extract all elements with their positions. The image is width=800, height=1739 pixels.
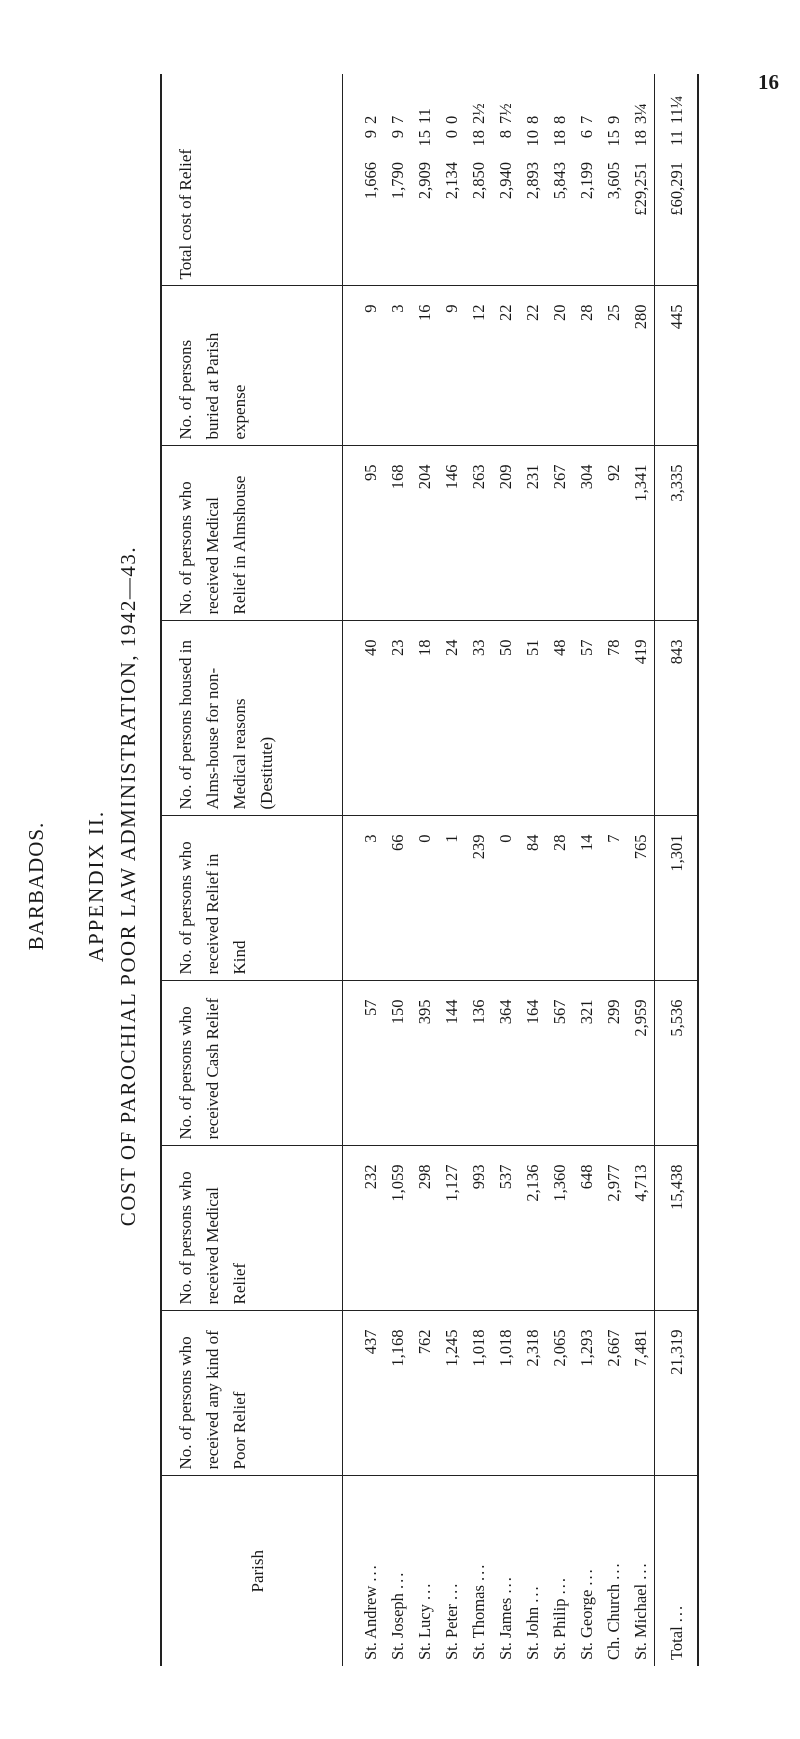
leader-dots: ... [523, 1584, 542, 1603]
shillings: 8 [496, 130, 515, 139]
kind-relief-cell: 14 [573, 816, 600, 981]
pounds: 1,666 [361, 162, 380, 200]
burials-cell: 9 [438, 286, 465, 446]
leader-dots: ... [550, 1576, 569, 1595]
pence: 7 [388, 115, 407, 124]
almshouse-cell: 40 [343, 621, 385, 816]
total-pounds: £60,291 [666, 162, 686, 216]
total-cost [655, 74, 699, 286]
pence: 7½ [496, 103, 515, 124]
cash-relief-cell: 144 [438, 981, 465, 1146]
shillings: 9 [388, 130, 407, 139]
pounds: 5,843 [550, 162, 569, 200]
cash-relief-cell: 164 [519, 981, 546, 1146]
cash-relief-cell: 567 [546, 981, 573, 1146]
leader-dots: ... [442, 1581, 461, 1600]
parish-name: St. Michael [631, 1583, 650, 1660]
parish-cell [465, 1476, 492, 1666]
shillings: 6 [577, 130, 596, 139]
table-row [600, 74, 627, 1666]
pence: 8 [550, 115, 569, 124]
table-title: COST OF PAROCHIAL POOR LAW ADMINISTRATION, 1942—43. [116, 545, 140, 1227]
kind-relief-cell: 0 [492, 816, 519, 981]
pence: 8 [523, 115, 542, 124]
kind-relief-cell: 1 [438, 816, 465, 981]
any-relief-cell: 1,018 [492, 1311, 519, 1476]
total-cost-cell [411, 74, 438, 286]
almshouse-cell: 18 [411, 621, 438, 816]
header-total-cost: Total cost of Relief [161, 74, 343, 286]
total-label [655, 1476, 699, 1666]
pence: 2½ [469, 103, 488, 124]
parish-cell [546, 1476, 573, 1666]
parish-cell [573, 1476, 600, 1666]
parish-name: St. Joseph [388, 1593, 407, 1660]
table-row [492, 74, 519, 1666]
cash-relief-cell: 321 [573, 981, 600, 1146]
medical-relief-cell: 993 [465, 1146, 492, 1311]
table-row [573, 74, 600, 1666]
total-almshouse: 843 [655, 621, 699, 816]
medical-almshouse-cell: 263 [465, 446, 492, 621]
medical-relief-cell: 1,127 [438, 1146, 465, 1311]
medical-relief-cell: 2,977 [600, 1146, 627, 1311]
any-relief-cell: 2,318 [519, 1311, 546, 1476]
any-relief-cell: 1,018 [465, 1311, 492, 1476]
total-kind-relief: 1,301 [655, 816, 699, 981]
shillings: 0 [442, 130, 461, 139]
header-parish: Parish [247, 1550, 267, 1593]
pence: 2 [361, 115, 380, 124]
medical-relief-cell: 537 [492, 1146, 519, 1311]
almshouse-cell: 33 [465, 621, 492, 816]
total-cost-cell [600, 74, 627, 286]
shillings: 9 [361, 130, 380, 139]
shillings: 18 [550, 130, 569, 147]
total-cost-cell [573, 74, 600, 286]
kind-relief-cell: 84 [519, 816, 546, 981]
table-body [343, 74, 699, 1666]
header-almshouse: No. of persons housed in Alms-house for non-Medical reasons (Destitute) [161, 621, 343, 816]
leader-dots: ... [415, 1581, 434, 1600]
almshouse-cell: 48 [546, 621, 573, 816]
parish-cell [343, 1476, 385, 1666]
leader-dots: ... [604, 1561, 623, 1580]
any-relief-cell: 1,293 [573, 1311, 600, 1476]
medical-relief-cell: 1,059 [384, 1146, 411, 1311]
pounds: £29,251 [631, 162, 650, 216]
header-any-relief: No. of persons who received any kind of Poor Relief [161, 1311, 343, 1476]
pence: 11 [415, 108, 434, 124]
burials-cell: 22 [519, 286, 546, 446]
total-cost-cell [438, 74, 465, 286]
medical-relief-cell: 4,713 [627, 1146, 655, 1311]
kind-relief-cell: 66 [384, 816, 411, 981]
parish-name: St. George [577, 1589, 596, 1660]
parish-name: St. Thomas [469, 1585, 488, 1660]
parish-name: Ch. Church [604, 1583, 623, 1660]
shillings: 10 [523, 130, 542, 147]
almshouse-cell: 24 [438, 621, 465, 816]
shillings: 15 [604, 130, 623, 147]
almshouse-cell: 51 [519, 621, 546, 816]
table-row [411, 74, 438, 1666]
table-row [546, 74, 573, 1666]
parish-cell [519, 1476, 546, 1666]
burials-cell: 12 [465, 286, 492, 446]
pounds: 2,199 [577, 162, 596, 200]
pounds: 2,909 [415, 162, 434, 200]
burials-cell: 22 [492, 286, 519, 446]
burials-cell: 28 [573, 286, 600, 446]
shillings: 15 [415, 130, 434, 147]
any-relief-cell: 2,667 [600, 1311, 627, 1476]
pounds: 2,893 [523, 162, 542, 200]
total-cost-cell [492, 74, 519, 286]
any-relief-cell: 1,245 [438, 1311, 465, 1476]
parish-cell [492, 1476, 519, 1666]
medical-almshouse-cell: 146 [438, 446, 465, 621]
total-medical-almshouse: 3,335 [655, 446, 699, 621]
appendix-heading: APPENDIX II. [84, 809, 108, 963]
total-pence: 11¼ [666, 95, 686, 124]
pounds: 2,850 [469, 162, 488, 200]
medical-almshouse-cell: 204 [411, 446, 438, 621]
parish-name: St. Lucy [415, 1604, 434, 1660]
pence: 3¼ [631, 103, 650, 124]
kind-relief-cell: 28 [546, 816, 573, 981]
medical-almshouse-cell: 231 [519, 446, 546, 621]
almshouse-cell: 23 [384, 621, 411, 816]
leader-dots: ... [388, 1570, 407, 1589]
burials-cell: 280 [627, 286, 655, 446]
leader-dots: ... [469, 1562, 488, 1581]
total-cost-cell [343, 74, 385, 286]
table-row [519, 74, 546, 1666]
cash-relief-cell: 57 [343, 981, 385, 1146]
burials-cell: 25 [600, 286, 627, 446]
header-burials: No. of persons buried at Parish expense [161, 286, 343, 446]
total-any-relief: 21,319 [655, 1311, 699, 1476]
pounds: 3,605 [604, 162, 623, 200]
header-medical-almshouse: No. of persons who received Medical Relief in Almshouse [161, 446, 343, 621]
pounds: 2,940 [496, 162, 515, 200]
table-row [465, 74, 492, 1666]
medical-almshouse-cell: 168 [384, 446, 411, 621]
cash-relief-cell: 364 [492, 981, 519, 1146]
leader-dots: ... [631, 1561, 650, 1580]
header-kind-relief: No. of persons who received Relief in Kind [161, 816, 343, 981]
pounds: 1,790 [388, 162, 407, 200]
almshouse-cell: 419 [627, 621, 655, 816]
parish-name: St. Philip [550, 1598, 569, 1660]
any-relief-cell: 437 [343, 1311, 385, 1476]
leader-dots: ... [577, 1567, 596, 1586]
burials-cell: 16 [411, 286, 438, 446]
table-row [438, 74, 465, 1666]
medical-almshouse-cell: 1,341 [627, 446, 655, 621]
burials-cell: 3 [384, 286, 411, 446]
page-number: 16 [758, 70, 779, 94]
total-cost-cell [465, 74, 492, 286]
relief-cost-table [160, 74, 699, 1666]
medical-relief-cell: 232 [343, 1146, 385, 1311]
kind-relief-cell: 239 [465, 816, 492, 981]
any-relief-cell: 7,481 [627, 1311, 655, 1476]
total-cost-cell [384, 74, 411, 286]
cash-relief-cell: 136 [465, 981, 492, 1146]
medical-almshouse-cell: 304 [573, 446, 600, 621]
medical-relief-cell: 298 [411, 1146, 438, 1311]
medical-relief-cell: 648 [573, 1146, 600, 1311]
parish-cell [438, 1476, 465, 1666]
cash-relief-cell: 2,959 [627, 981, 655, 1146]
kind-relief-cell: 765 [627, 816, 655, 981]
cash-relief-cell: 150 [384, 981, 411, 1146]
parish-cell [384, 1476, 411, 1666]
pence: 0 [442, 115, 461, 124]
medical-almshouse-cell: 95 [343, 446, 385, 621]
burials-cell: 9 [343, 286, 385, 446]
parish-cell [600, 1476, 627, 1666]
parish-name: St. Peter [442, 1604, 461, 1660]
medical-relief-cell: 2,136 [519, 1146, 546, 1311]
table-row [384, 74, 411, 1666]
total-burials: 445 [655, 286, 699, 446]
shillings: 18 [631, 130, 650, 147]
medical-relief-cell: 1,360 [546, 1146, 573, 1311]
rotated-page [0, 46, 760, 1726]
parish-name: St. James [496, 1597, 515, 1660]
header-row [161, 74, 343, 1666]
any-relief-cell: 2,065 [546, 1311, 573, 1476]
total-cost-cell [627, 74, 655, 286]
medical-almshouse-cell: 92 [600, 446, 627, 621]
cash-relief-cell: 395 [411, 981, 438, 1146]
shillings: 18 [469, 130, 488, 147]
kind-relief-cell: 3 [343, 816, 385, 981]
any-relief-cell: 1,168 [384, 1311, 411, 1476]
parish-cell [411, 1476, 438, 1666]
total-shillings: 11 [666, 130, 686, 146]
kind-relief-cell: 7 [600, 816, 627, 981]
parish-name: St. John [523, 1606, 542, 1660]
total-cash-relief: 5,536 [655, 981, 699, 1146]
burials-cell: 20 [546, 286, 573, 446]
header-medical-relief: No. of persons who received Medical Relief [161, 1146, 343, 1311]
pence: 9 [604, 115, 623, 124]
almshouse-cell: 50 [492, 621, 519, 816]
leader-dots: ... [361, 1563, 380, 1582]
table-row [343, 74, 385, 1666]
total-cost-cell [519, 74, 546, 286]
parish-cell [627, 1476, 655, 1666]
total-dots: ... [666, 1603, 686, 1623]
cash-relief-cell: 299 [600, 981, 627, 1146]
total-cost-cell [546, 74, 573, 286]
country-heading: BARBADOS. [24, 821, 48, 951]
pence: 7 [577, 115, 596, 124]
total-medical-relief: 15,438 [655, 1146, 699, 1311]
medical-almshouse-cell: 209 [492, 446, 519, 621]
table-row [627, 74, 655, 1666]
leader-dots: ... [496, 1575, 515, 1594]
kind-relief-cell: 0 [411, 816, 438, 981]
parish-name: St. Andrew [361, 1585, 380, 1660]
header-cash-relief: No. of persons who received Cash Relief [161, 981, 343, 1146]
total-label-text: Total [666, 1626, 686, 1660]
any-relief-cell: 762 [411, 1311, 438, 1476]
almshouse-cell: 57 [573, 621, 600, 816]
total-row [655, 74, 699, 1666]
pounds: 2,134 [442, 162, 461, 200]
almshouse-cell: 78 [600, 621, 627, 816]
medical-almshouse-cell: 267 [546, 446, 573, 621]
